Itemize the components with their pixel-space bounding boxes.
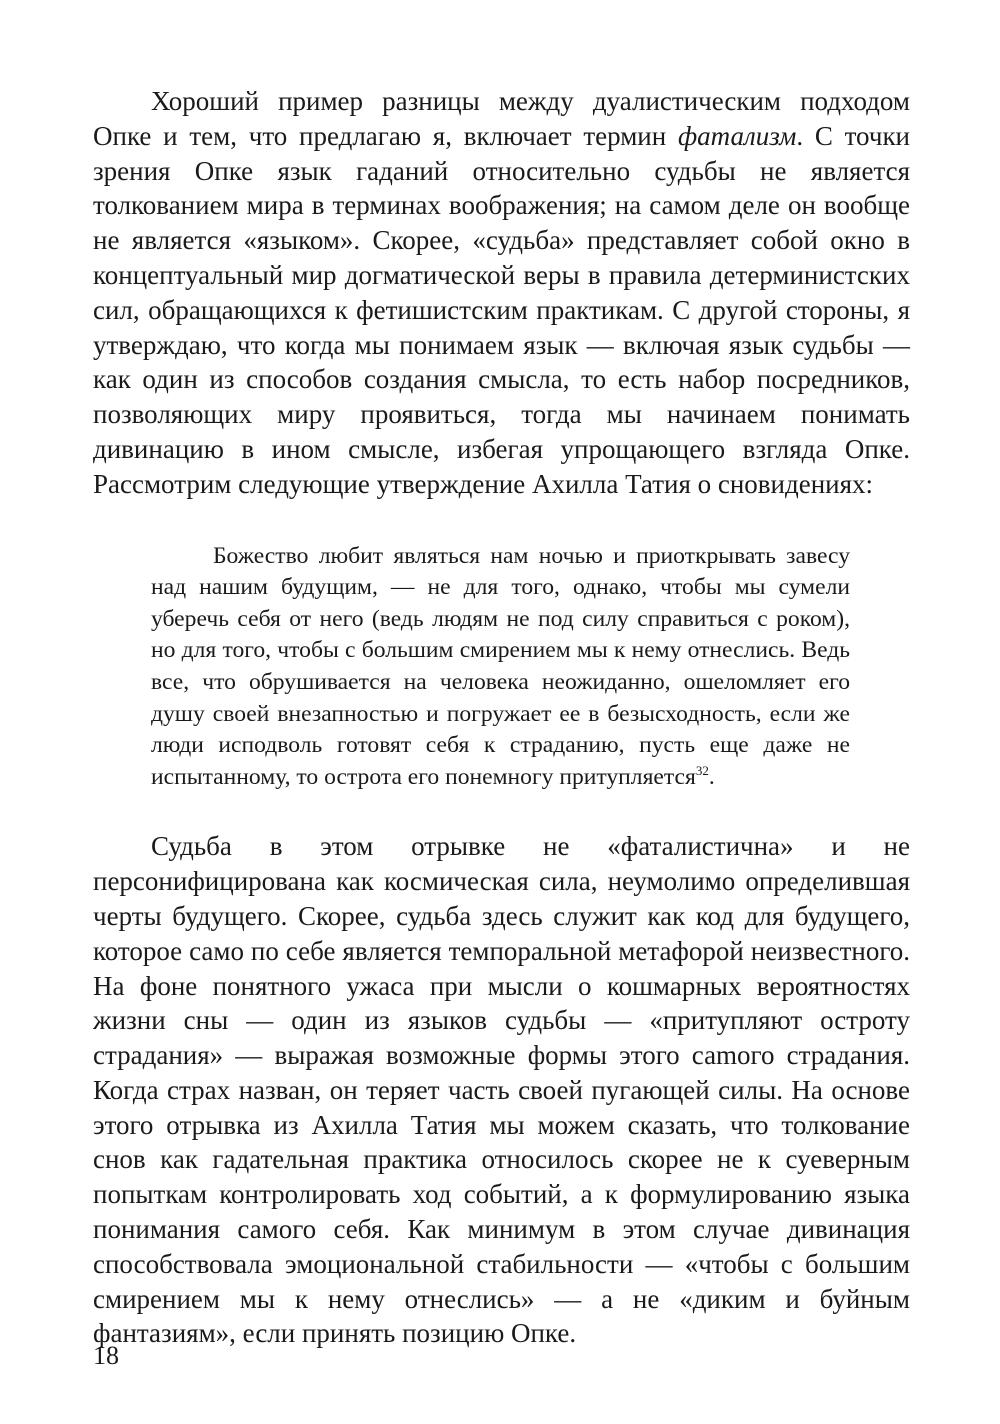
page-body [93, 84, 910, 1351]
paragraph-fate-analysis: Судьба в этом отрывке не «фаталистична» и не персонифицирована как космическая сила, неумолимо определившая черты будущего. Скорее, судьба здесь служит как код для будущего, которое само по себе является темпоральной метафорой неизвестного. На фоне понятного ужаса при мысли о кошмарных вероятностях жизни сны — один из языков судьбы — «притупляют остроту страдания» — выражая возможные формы этого саmого страдания. Когда страх назван, он теряет часть своей пугающей силы. На основе этого отрывка из Ахилла Татия мы можем сказать, что толкование снов как гадательная практика относилось скорее не к суеверным попыткам контролировать ход событий, а к формулированию языка понимания самого себя. Как минимум в этом случае дивинация способствовала эмоциональной стабильности — «чтобы с большим смирением мы к нему отнеслись» — а не «диким и буйным фантазиям», если принять позицию Опке. [93, 831, 910, 1349]
page-number: 18 [93, 1341, 119, 1370]
paragraph-fatalism [93, 84, 910, 502]
quote-text: Божество любит являться нам ночью и приоткрывать завесу над нашим будущим, — не для того, однако, чтобы мы сумели уберечь себя от него (ведь людям не под силу справиться с роком), но для того, чтобы с большим смирением мы к нему отнеслись. Ведь все, что обрушивается на человека неожиданно, ошеломляет его душу своей внезапностью и погружает ее в безысходность, если же люди исподволь готовят себя к страданию, пусть еще даже не испытанному, то острота его понемногу притупляется [151, 542, 850, 790]
footnote-marker[interactable]: 32 [695, 762, 709, 778]
paragraph-fatalism-start: Хороший пример разницы между дуалистическим подходом Опке и тем, что предлагаю я, включает термин [93, 86, 910, 151]
term-fatalism: фатализм [677, 120, 797, 151]
achilles-tatius-quote [151, 541, 850, 794]
paragraph-fatalism-rest: . С точки зрения Опке язык гаданий относительно судьбы не является толкованием мира в терминах воображения; на самом деле он вообще не является «языком». Скорее, «судьба» представляет собой окно в концептуальный мир догматической веры в правила детерминистских сил, обращающихся к фетишистским практикам. С другой стороны, я утверждаю, что когда мы понимаем язык — включая язык судьбы — как один из способов создания смысла, то есть набор посредников, позволяющих миру проявиться, тогда мы начинаем понимать дивинацию в ином смысле, избегая упрощающего взгляда Опке. Рассмотрим следующие утверждение Ахилла Татия о сновидениях: [93, 120, 911, 499]
quote-end: . [708, 763, 715, 790]
